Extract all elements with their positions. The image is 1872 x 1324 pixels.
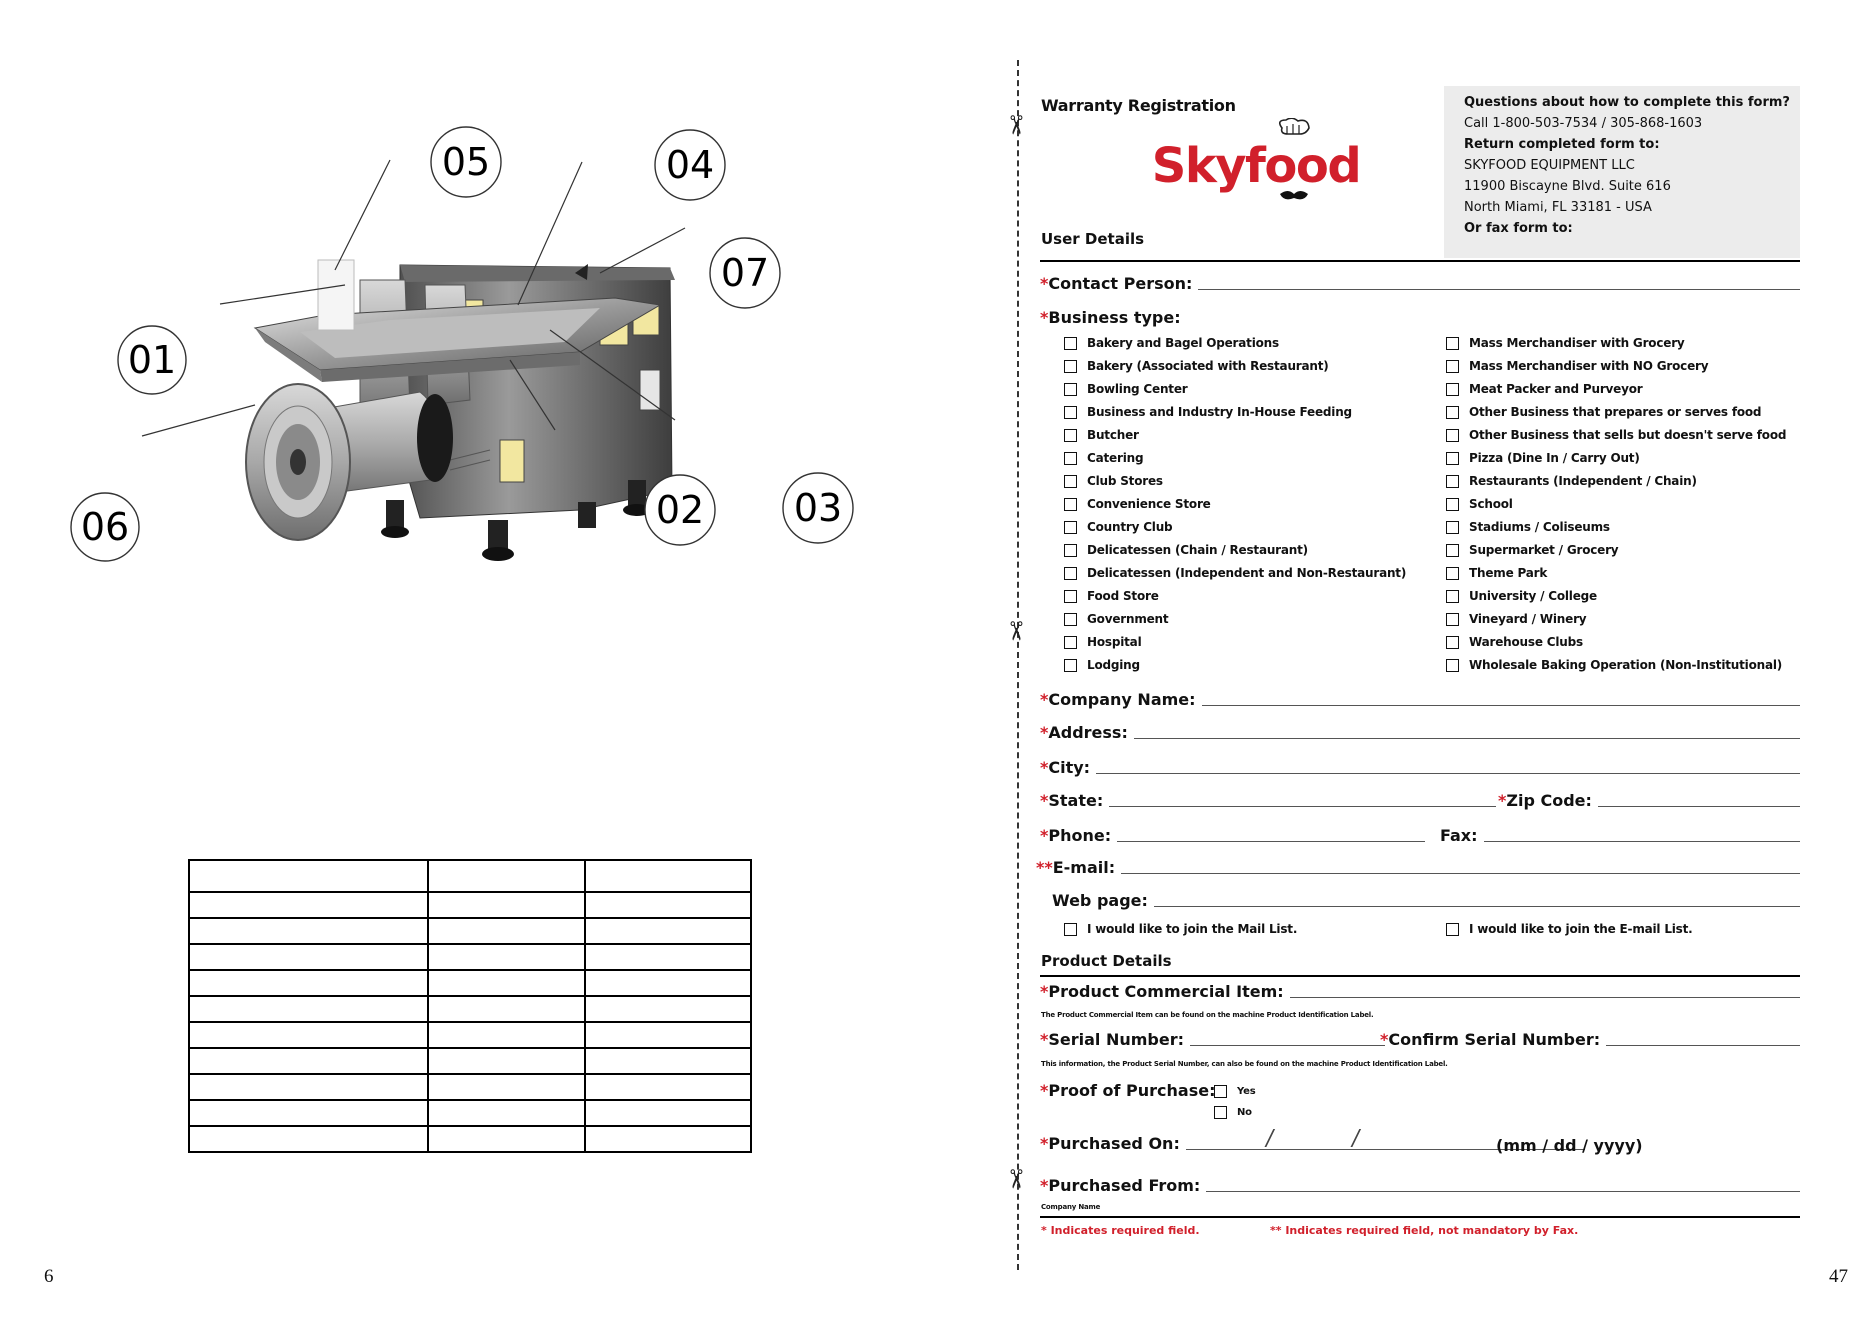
- contact-info-box: [1444, 86, 1800, 258]
- fax-label: Fax:: [1440, 826, 1478, 845]
- address-field[interactable]: * Address:: [1040, 723, 1800, 742]
- checkbox[interactable]: [1446, 659, 1459, 672]
- product-details-heading: Product Details: [1041, 952, 1172, 970]
- table-row: [189, 892, 751, 918]
- email-required-marker: **: [1036, 858, 1053, 877]
- zip-code-field[interactable]: * Zip Code:: [1498, 791, 1800, 810]
- required-marker: *: [1040, 308, 1049, 327]
- business-type-option[interactable]: Government: [1064, 612, 1168, 626]
- business-type-option[interactable]: Club Stores: [1064, 474, 1163, 488]
- checkbox[interactable]: [1446, 613, 1459, 626]
- parts-table: [188, 859, 752, 1153]
- parts-table-body: [189, 860, 751, 1152]
- proof-no-option[interactable]: No: [1214, 1106, 1252, 1119]
- footer-divider: [1040, 1216, 1800, 1218]
- mail-list-option[interactable]: I would like to join the Mail List.: [1064, 922, 1297, 936]
- address-label: Address:: [1048, 723, 1128, 742]
- business-type-option[interactable]: School: [1446, 497, 1513, 511]
- state-label: State:: [1048, 791, 1104, 810]
- serial-number-note: This information, the Product Serial Number, can also be found on the machine Product Identification Label.: [1041, 1060, 1448, 1068]
- checkbox[interactable]: [1214, 1085, 1227, 1098]
- business-type-option[interactable]: Restaurants (Independent / Chain): [1446, 474, 1697, 488]
- business-type-option[interactable]: Mass Merchandiser with NO Grocery: [1446, 359, 1708, 373]
- fax-field[interactable]: [1440, 826, 1800, 845]
- checkbox[interactable]: [1064, 475, 1077, 488]
- business-type-option[interactable]: Delicatessen (Chain / Restaurant): [1064, 543, 1308, 557]
- business-type-option[interactable]: Mass Merchandiser with Grocery: [1446, 336, 1685, 350]
- serial-number-field[interactable]: * Serial Number:: [1040, 1030, 1385, 1049]
- callout-04: 04: [665, 143, 715, 187]
- checkbox[interactable]: [1446, 429, 1459, 442]
- table-row: [189, 1100, 751, 1126]
- table-row: [189, 1126, 751, 1152]
- email-label: E-mail:: [1052, 858, 1116, 877]
- checkbox[interactable]: [1446, 360, 1459, 373]
- table-row: [189, 1022, 751, 1048]
- confirm-serial-number-field[interactable]: * Confirm Serial Number:: [1380, 1030, 1800, 1049]
- checkbox[interactable]: [1064, 659, 1077, 672]
- business-type-option[interactable]: Country Club: [1064, 520, 1172, 534]
- scissors-icon: ✂: [999, 1168, 1030, 1190]
- checkbox[interactable]: [1064, 544, 1077, 557]
- business-type-option[interactable]: Other Business that prepares or serves food: [1446, 405, 1761, 419]
- checkbox[interactable]: [1214, 1106, 1227, 1119]
- web-page-label: Web page:: [1052, 891, 1148, 910]
- company-name-note: Company Name: [1041, 1203, 1101, 1211]
- business-type-option[interactable]: Bowling Center: [1064, 382, 1188, 396]
- proof-of-purchase-label-row: * Proof of Purchase:: [1040, 1081, 1216, 1100]
- serial-number-label: Serial Number:: [1048, 1030, 1185, 1049]
- form-title: Warranty Registration: [1041, 96, 1236, 115]
- callout-03: 03: [793, 486, 843, 530]
- callout-07: 07: [720, 251, 770, 295]
- checkbox[interactable]: [1446, 590, 1459, 603]
- info-company: SKYFOOD EQUIPMENT LLC: [1464, 158, 1635, 173]
- business-type-option[interactable]: Theme Park: [1446, 566, 1547, 580]
- purchased-from-label: Purchased From:: [1048, 1176, 1201, 1195]
- chef-hat-icon: [1280, 118, 1309, 134]
- table-row: [189, 860, 751, 892]
- business-type-option[interactable]: Bakery (Associated with Restaurant): [1064, 359, 1329, 373]
- business-type-option[interactable]: Food Store: [1064, 589, 1159, 603]
- info-return-label: Return completed form to:: [1464, 137, 1660, 152]
- checkbox[interactable]: [1064, 452, 1077, 465]
- business-type-option[interactable]: Other Business that sells but doesn't serve food: [1446, 428, 1786, 442]
- table-row: [189, 918, 751, 944]
- product-commercial-item-label: Product Commercial Item:: [1048, 982, 1284, 1001]
- info-street: 11900 Biscayne Blvd. Suite 616: [1464, 179, 1671, 194]
- checkbox[interactable]: [1064, 498, 1077, 511]
- checkbox[interactable]: [1064, 337, 1077, 350]
- table-row: [189, 970, 751, 996]
- business-type-option[interactable]: Meat Packer and Purveyor: [1446, 382, 1642, 396]
- ring-nut: [246, 384, 350, 540]
- fax-footnote: ** Indicates required field, not mandatory by Fax.: [1270, 1224, 1579, 1237]
- business-type-option[interactable]: Convenience Store: [1064, 497, 1211, 511]
- meat-grinder-figure: [60, 120, 870, 600]
- required-marker: *: [1040, 274, 1049, 293]
- checkbox[interactable]: [1446, 383, 1459, 396]
- checkbox[interactable]: [1446, 475, 1459, 488]
- proof-yes-option[interactable]: Yes: [1214, 1085, 1255, 1098]
- state-field[interactable]: * State:: [1040, 791, 1496, 810]
- checkbox[interactable]: [1064, 613, 1077, 626]
- checkbox[interactable]: [1064, 429, 1077, 442]
- contact-person-line[interactable]: [1198, 288, 1800, 290]
- purchased-on-label: Purchased On:: [1048, 1134, 1180, 1153]
- business-type-option[interactable]: Catering: [1064, 451, 1143, 465]
- callout-01: 01: [127, 338, 177, 382]
- checkbox[interactable]: [1446, 923, 1459, 936]
- info-fax-label: Or fax form to:: [1464, 221, 1573, 236]
- phone-label: Phone:: [1048, 826, 1112, 845]
- checkbox[interactable]: [1064, 590, 1077, 603]
- date-format-hint: (mm / dd / yyyy): [1496, 1136, 1643, 1155]
- commercial-item-note: The Product Commercial Item can be found on the machine Product Identification Label.: [1041, 1011, 1374, 1019]
- checkbox[interactable]: [1064, 567, 1077, 580]
- email-list-option[interactable]: I would like to join the E-mail List.: [1446, 922, 1693, 936]
- business-type-option[interactable]: Pizza (Dine In / Carry Out): [1446, 451, 1640, 465]
- page-number-right: 47: [1829, 1266, 1848, 1287]
- table-row: [189, 944, 751, 970]
- checkbox[interactable]: [1446, 337, 1459, 350]
- checkbox[interactable]: [1446, 636, 1459, 649]
- proof-of-purchase-label: Proof of Purchase:: [1048, 1081, 1216, 1100]
- checkbox[interactable]: [1446, 452, 1459, 465]
- business-type-option[interactable]: Wholesale Baking Operation (Non-Institutional): [1446, 658, 1782, 672]
- business-type-option[interactable]: Vineyard / Winery: [1446, 612, 1586, 626]
- user-details-heading: User Details: [1041, 230, 1145, 248]
- email-field[interactable]: [1036, 858, 1800, 877]
- business-type-option[interactable]: Hospital: [1064, 635, 1141, 649]
- business-type-label-row: [1040, 308, 1181, 327]
- form-header: [1040, 86, 1800, 258]
- callout-05: 05: [441, 140, 491, 184]
- table-row: [189, 996, 751, 1022]
- callout-02: 02: [655, 488, 705, 532]
- checkbox[interactable]: [1446, 521, 1459, 534]
- business-type-option[interactable]: Supermarket / Grocery: [1446, 543, 1618, 557]
- purchased-from-field[interactable]: * Purchased From:: [1040, 1176, 1800, 1195]
- business-type-option[interactable]: Warehouse Clubs: [1446, 635, 1583, 649]
- business-type-option[interactable]: Delicatessen (Independent and Non-Restaurant): [1064, 566, 1406, 580]
- checkbox[interactable]: [1446, 498, 1459, 511]
- checkbox[interactable]: [1064, 636, 1077, 649]
- city-field[interactable]: * City:: [1040, 758, 1800, 777]
- cut-line: [1017, 60, 1019, 1270]
- business-type-option[interactable]: Butcher: [1064, 428, 1139, 442]
- table-row: [189, 1074, 751, 1100]
- checkbox[interactable]: [1446, 406, 1459, 419]
- info-city: North Miami, FL 33181 - USA: [1464, 200, 1652, 215]
- business-type-option[interactable]: Business and Industry In-House Feeding: [1064, 405, 1352, 419]
- info-phone: Call 1-800-503-7534 / 305-868-1603: [1464, 116, 1703, 131]
- product-details-divider: [1040, 975, 1800, 977]
- checkbox[interactable]: [1064, 923, 1077, 936]
- checkbox[interactable]: [1064, 521, 1077, 534]
- phone-field[interactable]: * Phone:: [1040, 826, 1425, 845]
- zip-code-label: Zip Code:: [1506, 791, 1592, 810]
- date-separator: /: [1349, 1126, 1362, 1151]
- checkbox[interactable]: [1064, 360, 1077, 373]
- business-type-label: Business type:: [1048, 308, 1181, 327]
- info-question: Questions about how to complete this form?: [1464, 95, 1790, 110]
- scissors-icon: ✂: [999, 114, 1030, 136]
- company-name-field[interactable]: * Company Name:: [1040, 690, 1800, 709]
- checkbox[interactable]: [1446, 567, 1459, 580]
- company-name-label: Company Name:: [1048, 690, 1196, 709]
- skyfood-logo: [1146, 118, 1366, 210]
- confirm-serial-number-label: Confirm Serial Number:: [1388, 1030, 1601, 1049]
- contact-person-field[interactable]: [1040, 274, 1800, 293]
- checkbox[interactable]: [1064, 383, 1077, 396]
- table-row: [189, 1048, 751, 1074]
- city-label: City:: [1048, 758, 1091, 777]
- checkbox[interactable]: [1446, 544, 1459, 557]
- checkbox[interactable]: [1064, 406, 1077, 419]
- logo-text: Skyfood: [1151, 138, 1361, 194]
- header-divider: [1040, 260, 1800, 262]
- contact-person-label: Contact Person:: [1048, 274, 1193, 293]
- date-separator: /: [1263, 1126, 1276, 1151]
- scissors-icon: ✂: [999, 620, 1030, 642]
- business-type-option[interactable]: University / College: [1446, 589, 1597, 603]
- web-page-field[interactable]: [1052, 891, 1800, 910]
- warranty-registration-form: [1036, 86, 1800, 1256]
- product-commercial-item-field[interactable]: * Product Commercial Item:: [1040, 982, 1800, 1001]
- purchased-on-field[interactable]: * Purchased On:: [1040, 1134, 1585, 1153]
- required-footnote: * Indicates required field.: [1041, 1224, 1200, 1237]
- page-number-left: 6: [44, 1266, 54, 1287]
- business-type-option[interactable]: Lodging: [1064, 658, 1140, 672]
- callout-06: 06: [80, 505, 130, 549]
- business-type-option[interactable]: Bakery and Bagel Operations: [1064, 336, 1279, 350]
- business-type-option[interactable]: Stadiums / Coliseums: [1446, 520, 1610, 534]
